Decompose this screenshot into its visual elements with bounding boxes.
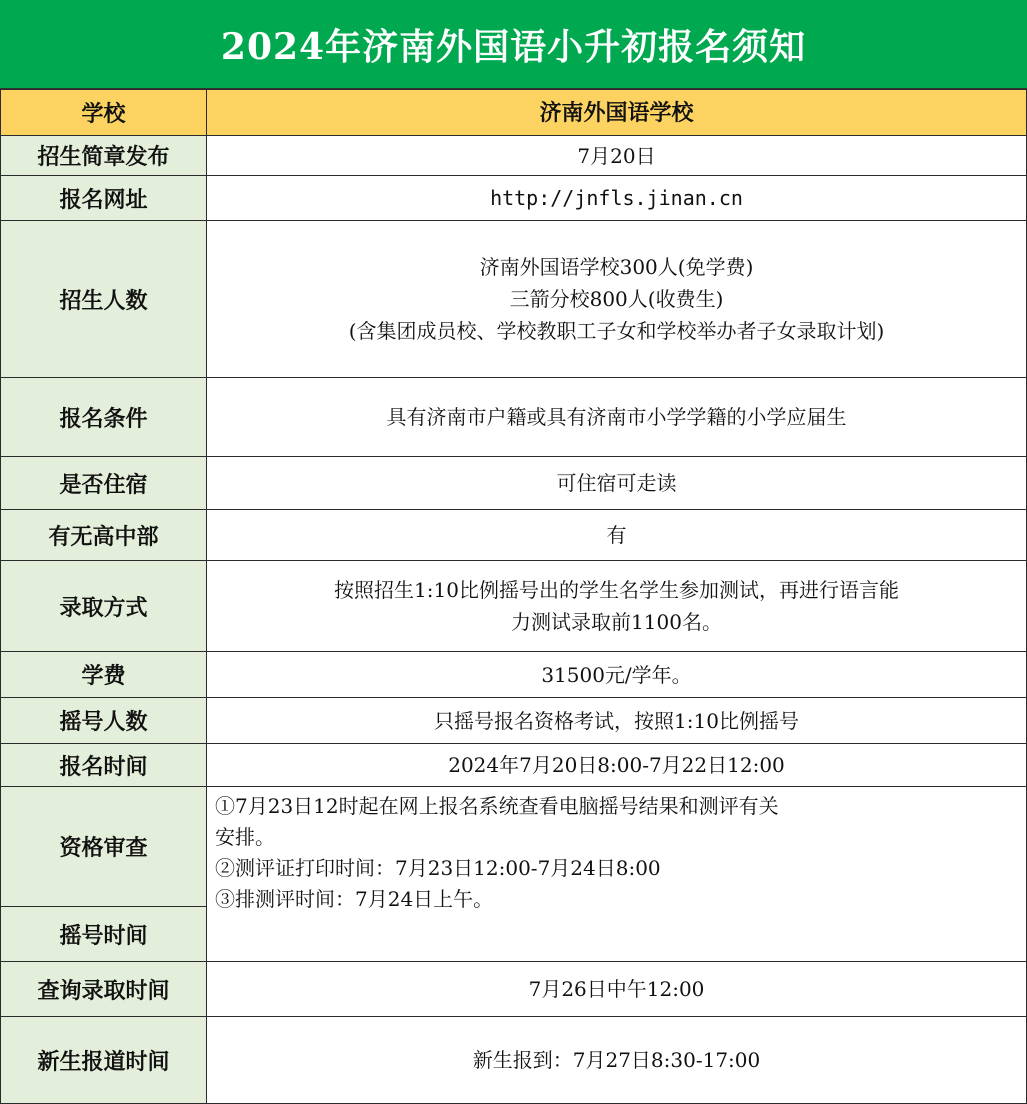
report-time-value: 新生报到：7月27日8:30-17:00 [207,1017,1027,1104]
qualification-value [207,787,1027,962]
result-time-label: 查询录取时间 [1,962,207,1017]
qualification-line-2: 安排。 [215,825,275,849]
highschool-value: 有 [207,510,1027,561]
table-row-conditions [1,378,1027,457]
admission-value [207,561,1027,652]
lottery-count-label: 摇号人数 [1,698,207,744]
page-title: 2024年济南外国语小升初报名须知 [0,0,1027,89]
qualification-label: 资格审查 [1,787,207,907]
qualification-line-1: ①7月23日12时起在网上报名系统查看电脑摇号结果和测评有关 [215,794,779,818]
table-row-result-time [1,962,1027,1017]
brochure-value: 7月20日 [207,136,1027,176]
signup-time-value: 2024年7月20日8:00-7月22日12:00 [207,744,1027,787]
qualification-line-4: ③排测评时间：7月24日上午。 [215,887,494,911]
table-row-highschool [1,510,1027,561]
lottery-time-label: 摇号时间 [1,907,207,962]
enrollment-line-note: (含集团成员校、学校教职工子女和学校举办者子女录取计划) [348,319,885,343]
table-row-header [1,90,1027,136]
website-label: 报名网址 [1,176,207,221]
admission-line-1: 按照招生1:10比例摇号出的学生名学生参加测试，再进行语言能 [334,578,899,602]
table-row-website [1,176,1027,221]
table-row-signup-time [1,744,1027,787]
brochure-label: 招生简章发布 [1,136,207,176]
table-row-lottery-count [1,698,1027,744]
qualification-line-3: ②测评证打印时间：7月23日12:00-7月24日8:00 [215,856,661,880]
website-link[interactable]: http://jnfls.jinan.cn [207,176,1027,221]
conditions-label: 报名条件 [1,378,207,457]
enrollment-label: 招生人数 [1,221,207,378]
enrollment-value [207,221,1027,378]
table-row-qualification [1,787,1027,907]
table-row-brochure [1,136,1027,176]
table-row-enrollment [1,221,1027,378]
table-row-admission [1,561,1027,652]
enrollment-line-main: 济南外国语学校300人(免学费) [479,255,754,279]
report-time-label: 新生报道时间 [1,1017,207,1104]
signup-time-label: 报名时间 [1,744,207,787]
admission-label: 录取方式 [1,561,207,652]
tuition-label: 学费 [1,652,207,698]
conditions-value: 具有济南市户籍或具有济南市小学学籍的小学应届生 [207,378,1027,457]
tuition-value: 31500元/学年。 [207,652,1027,698]
highschool-label: 有无高中部 [1,510,207,561]
info-table [0,89,1027,1104]
table-row-report-time [1,1017,1027,1104]
enrollment-line-branch: 三箭分校800人(收费生) [509,287,724,311]
lottery-count-value: 只摇号报名资格考试，按照1:10比例摇号 [207,698,1027,744]
header-label: 学校 [1,90,207,136]
table-row-boarding [1,457,1027,510]
boarding-label: 是否住宿 [1,457,207,510]
result-time-value: 7月26日中午12:00 [207,962,1027,1017]
admission-line-2: 力测试录取前1100名。 [511,610,722,634]
boarding-value: 可住宿可走读 [207,457,1027,510]
table-row-tuition [1,652,1027,698]
header-value: 济南外国语学校 [207,90,1027,136]
